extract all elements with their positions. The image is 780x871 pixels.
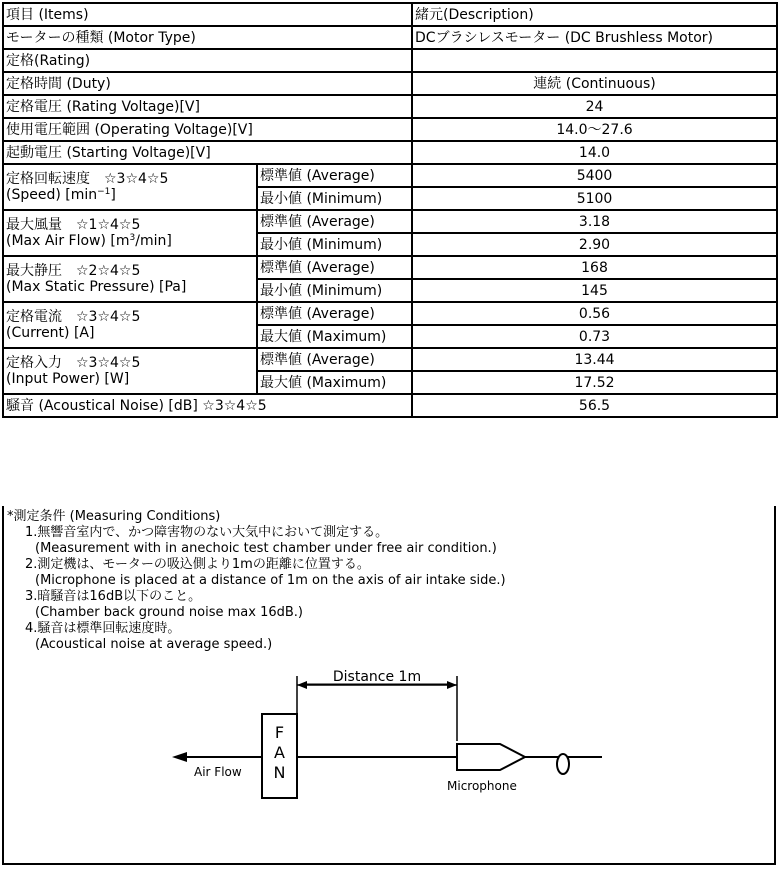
air-flow-unit-exponent: 3 (129, 233, 136, 243)
air-flow-label-en-end: /min] (135, 233, 172, 249)
header-description: 緒元(Description) (412, 3, 777, 26)
header-items: 項目 (Items) (3, 3, 412, 26)
noise-value: 56.5 (412, 394, 777, 417)
operating-voltage-value: 14.0～27.6 (412, 118, 777, 141)
rating-voltage-label: 定格電圧 (Rating Voltage)[V] (3, 95, 412, 118)
speed-label-en-end: ] (110, 187, 116, 203)
rating-voltage-value: 24 (412, 95, 777, 118)
input-power-label (3, 348, 257, 394)
starting-voltage-label: 起動電圧 (Starting Voltage)[V] (3, 141, 412, 164)
fan-letter: N (273, 763, 286, 782)
air-flow-label-jp: 最大風量 ☆1☆4☆5 (6, 217, 141, 233)
current-label-jp: 定格電流 ☆3☆4☆5 (6, 309, 141, 325)
air-flow-min-value: 2.90 (412, 233, 777, 256)
measuring-conditions-box (2, 506, 776, 865)
rating-label: 定格(Rating) (3, 49, 412, 72)
input-power-max-label: 最大値 (Maximum) (257, 371, 412, 394)
table-row (3, 348, 777, 371)
note-line: 2.測定機は、モーターの吸込側より1mの距離に位置する。 (25, 557, 370, 572)
motor-type-label: モーターの種類 (Motor Type) (3, 26, 412, 49)
microphone-label: Microphone (447, 779, 517, 793)
current-avg-value: 0.56 (412, 302, 777, 325)
speed-label-jp: 定格回転速度 ☆3☆4☆5 (6, 171, 169, 187)
microphone-icon (457, 744, 525, 770)
motor-type-value: DCブラシレスモーター (DC Brushless Motor) (412, 26, 777, 49)
operating-voltage-label: 使用電圧範囲 (Operating Voltage)[V] (3, 118, 412, 141)
table-row (3, 49, 777, 72)
fan-letter: A (274, 743, 285, 762)
table-row (3, 302, 777, 325)
air-flow-label-en: (Max Air Flow) [m (6, 233, 130, 249)
current-max-label: 最大値 (Maximum) (257, 325, 412, 348)
table-row (3, 72, 777, 95)
fan-letter: F (274, 723, 285, 742)
table-row (3, 95, 777, 118)
table-row (3, 394, 777, 417)
static-pressure-min-value: 145 (412, 279, 777, 302)
air-flow-label: Air Flow (194, 765, 242, 779)
distance-left-arrow (297, 681, 307, 689)
static-pressure-min-label: 最小値 (Minimum) (257, 279, 412, 302)
duty-value: 連続 (Continuous) (412, 72, 777, 95)
speed-unit-exponent: −1 (97, 187, 111, 197)
speed-min-label: 最小値 (Minimum) (257, 187, 412, 210)
input-power-avg-label: 標準値 (Average) (257, 348, 412, 371)
distance-label: Distance 1m (332, 669, 422, 685)
input-power-label-en: (Input Power) [W] (6, 371, 130, 387)
speed-min-value: 5100 (412, 187, 777, 210)
notes-title: *測定条件 (Measuring Conditions) (7, 509, 221, 524)
static-pressure-avg-label: 標準値 (Average) (257, 256, 412, 279)
table-row (3, 210, 777, 233)
note-line: 3.暗騒音は16dB以下のこと。 (25, 589, 202, 604)
static-pressure-label-jp: 最大静圧 ☆2☆4☆5 (6, 263, 141, 279)
air-flow-avg-value: 3.18 (412, 210, 777, 233)
note-line: 1.無響音室内で、かつ障害物のない大気中において測定する。 (25, 525, 389, 540)
note-line: 4.騒音は標準回転速度時。 (25, 621, 181, 636)
air-flow-label (3, 210, 257, 256)
spec-table (2, 2, 778, 418)
speed-label-en: (Speed) [min (6, 187, 98, 203)
input-power-label-jp: 定格入力 ☆3☆4☆5 (6, 355, 141, 371)
note-line: (Microphone is placed at a distance of 1m on the axis of air intake side.) (35, 573, 506, 588)
noise-label: 騒音 (Acoustical Noise) [dB] ☆3☆4☆5 (3, 394, 412, 417)
static-pressure-avg-value: 168 (412, 256, 777, 279)
speed-label (3, 164, 257, 210)
speed-avg-label: 標準値 (Average) (257, 164, 412, 187)
cable-loop-icon (557, 754, 569, 774)
static-pressure-label (3, 256, 257, 302)
current-label-en: (Current) [A] (6, 325, 95, 341)
table-row (3, 256, 777, 279)
starting-voltage-value: 14.0 (412, 141, 777, 164)
table-row (3, 26, 777, 49)
table-row (3, 164, 777, 187)
note-line: (Chamber back ground noise max 16dB.) (35, 605, 303, 620)
note-line: (Acoustical noise at average speed.) (35, 637, 273, 652)
measurement-diagram (4, 506, 774, 863)
duty-label: 定格時間 (Duty) (3, 72, 412, 95)
input-power-max-value: 17.52 (412, 371, 777, 394)
table-row (3, 3, 777, 26)
air-flow-avg-label: 標準値 (Average) (257, 210, 412, 233)
current-label (3, 302, 257, 348)
current-avg-label: 標準値 (Average) (257, 302, 412, 325)
static-pressure-label-en: (Max Static Pressure) [Pa] (6, 279, 187, 295)
input-power-avg-value: 13.44 (412, 348, 777, 371)
speed-avg-value: 5400 (412, 164, 777, 187)
air-flow-arrow-head (172, 752, 187, 762)
current-max-value: 0.73 (412, 325, 777, 348)
distance-right-arrow (447, 681, 457, 689)
rating-value (412, 49, 777, 72)
table-row (3, 141, 777, 164)
note-line: (Measurement with in anechoic test chamber under free air condition.) (35, 541, 497, 556)
air-flow-min-label: 最小値 (Minimum) (257, 233, 412, 256)
table-row (3, 118, 777, 141)
